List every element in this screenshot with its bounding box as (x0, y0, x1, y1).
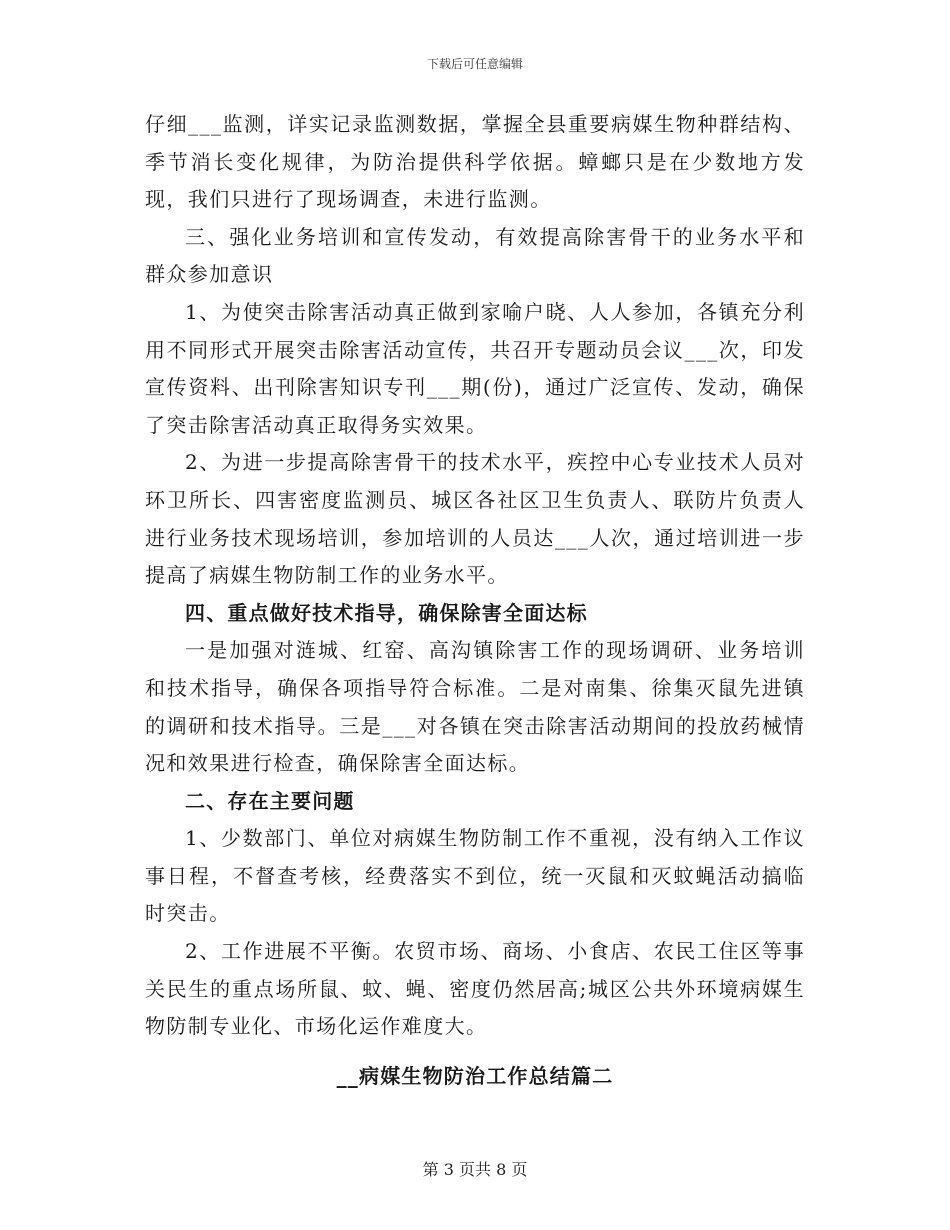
paragraph-problem-1: 1、少数部门、单位对病媒生物防制工作不重视，没有纳入工作议事日程，不督查考核，经费落实不到位，统一灭鼠和灭蚊蝇活动搞临时突击。 (145, 826, 805, 926)
paragraph-training-heading: 三、强化业务培训和宣传发动，有效提高除害骨干的业务水平和群众参加意识 (145, 224, 805, 287)
page-header: 下载后可任意编辑 (426, 57, 523, 71)
document-body (145, 106, 805, 1095)
section-title: __病媒生物防治工作总结篇二 (336, 1063, 614, 1088)
section-heading-guidance: 四、重点做好技术指导，确保除害全面达标 (185, 600, 588, 625)
page-footer: 第 3 页共 8 页 (422, 1160, 528, 1179)
paragraph-guidance: 一是加强对涟城、红窑、高沟镇除害工作的现场调研、业务培训和技术指导，确保各项指导符合标准。二是对南集、徐集灭鼠先进镇的调研和技术指导。三是___对各镇在突击除害活动期间的投放药械情况和效果进行检查，确保除害全面达标。 (145, 638, 805, 776)
paragraph-publicity: 1、为使突击除害活动真正做到家喻户晓、人人参加，各镇充分利用不同形式开展突击除害活动宣传，共召开专题动员会议___次，印发宣传资料、出刊除害知识专刊___期(份)，通过广泛宣传、发动，确保了突击除害活动真正取得务实效果。 (145, 299, 805, 437)
section-heading-problems: 二、存在主要问题 (185, 788, 355, 813)
paragraph-problem-2: 2、工作进展不平衡。农贸市场、商场、小食店、农民工住区等事关民生的重点场所鼠、蚊、蝇、密度仍然居高;城区公共外环境病媒生物防制专业化、市场化运作难度大。 (145, 939, 805, 1039)
paragraph-technical-training: 2、为进一步提高除害骨干的技术水平，疾控中心专业技术人员对环卫所长、四害密度监测员、城区各社区卫生负责人、联防片负责人进行业务技术现场培训，参加培训的人员达___人次，通过培训进一步提高了病媒生物防制工作的业务水平。 (145, 450, 805, 588)
paragraph-monitoring: 仔细___监测，详实记录监测数据，掌握全县重要病媒生物种群结构、季节消长变化规律，为防治提供科学依据。蟑螂只是在少数地方发现，我们只进行了现场调查，未进行监测。 (145, 112, 805, 212)
